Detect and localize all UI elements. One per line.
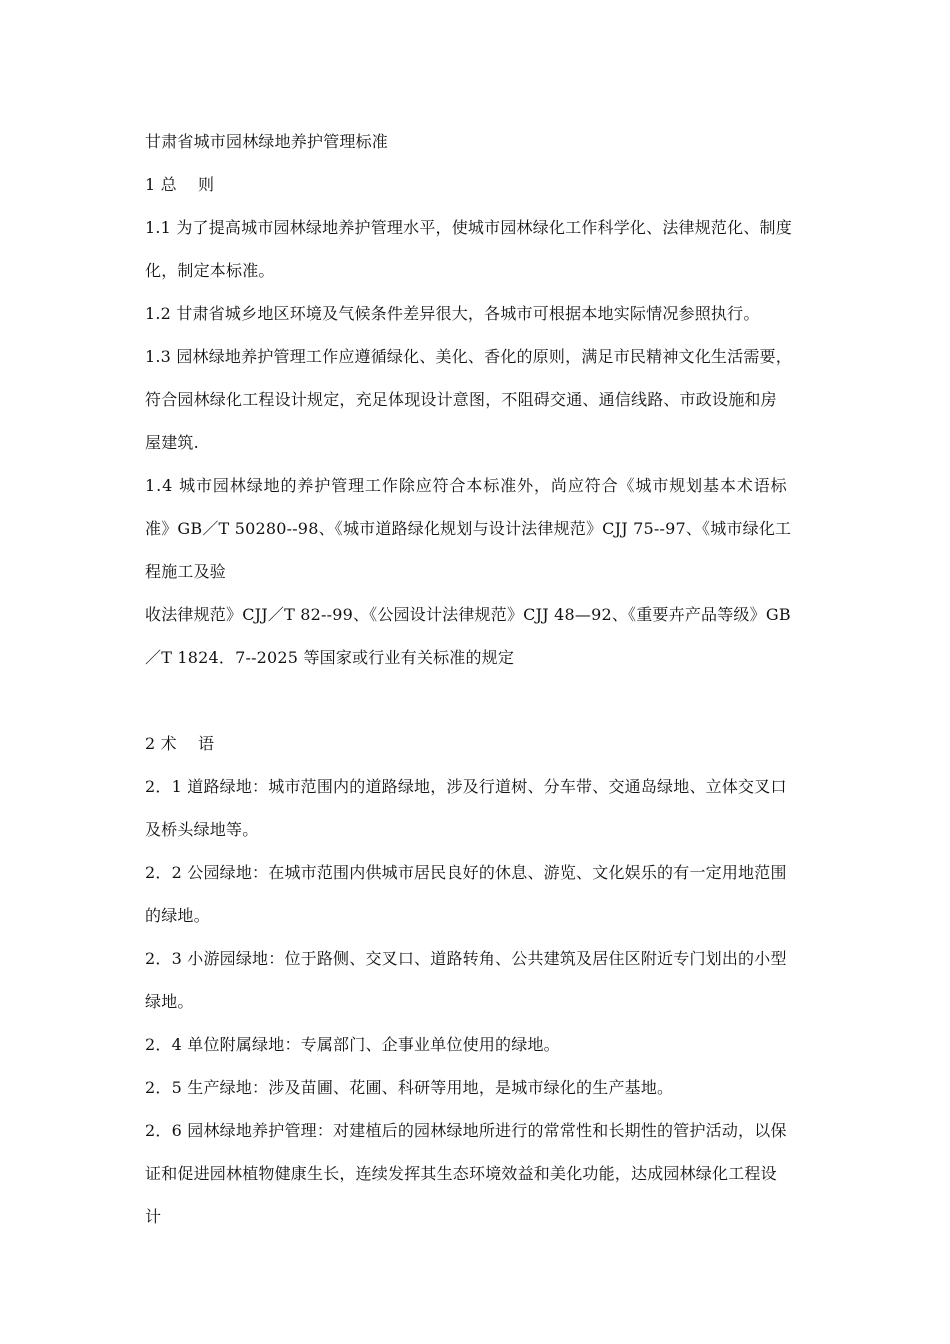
section-spacer bbox=[145, 679, 810, 722]
paragraph-line: ／T 1824．7--2025 等国家或行业有关标准的规定 bbox=[145, 648, 515, 667]
paragraph-line: 2．1 道路绿地：城市范围内的道路绿地，涉及行道树、分车带、交通岛绿地、立体交叉口 bbox=[145, 777, 787, 796]
paragraph-line: 化，制定本标准。 bbox=[145, 261, 275, 280]
paragraph-line: 收法律规范》CJJ／T 82--99、《公园设计法律规范》CJJ 48—92、《重要卉产品等级》GB bbox=[145, 605, 791, 624]
document-body bbox=[145, 120, 810, 1238]
paragraph-line: 程施工及验 bbox=[145, 562, 227, 581]
paragraph-line: 计 bbox=[145, 1207, 162, 1226]
paragraph-line: 2．3 小游园绿地：位于路侧、交叉口、道路转角、公共建筑及居住区附近专门划出的小型 bbox=[145, 949, 787, 968]
paragraph-line: 准》GB／T 50280--98、《城市道路绿化规划与设计法律规范》CJJ 75--97、《城市绿化工 bbox=[145, 519, 792, 538]
section-1-heading: 1 总 则 bbox=[145, 175, 215, 194]
paragraph-line: 2．5 生产绿地：涉及苗圃、花圃、科研等用地，是城市绿化的生产基地。 bbox=[145, 1078, 674, 1097]
paragraph-line: 证和促进园林植物健康生长，连续发挥其生态环境效益和美化功能，达成园林绿化工程设 bbox=[145, 1164, 777, 1183]
paragraph-line: 符合园林绿化工程设计规定，充足体现设计意图，不阻碍交通、通信线路、市政设施和房 bbox=[145, 390, 777, 409]
paragraph-line: 1.4 城市园林绿地的养护管理工作除应符合本标准外，尚应符合《城市规划基本术语标 bbox=[145, 476, 788, 495]
paragraph-line: 屋建筑. bbox=[145, 433, 199, 452]
paragraph-line: 绿地。 bbox=[145, 992, 194, 1011]
document-title: 甘肃省城市园林绿地养护管理标准 bbox=[145, 132, 389, 151]
paragraph-line: 1.1 为了提高城市园林绿地养护管理水平，使城市园林绿化工作科学化、法律规范化、制度 bbox=[145, 218, 792, 237]
paragraph-line: 1.2 甘肃省城乡地区环境及气候条件差异很大，各城市可根据本地实际情况参照执行。 bbox=[145, 304, 760, 323]
paragraph-line: 2．6 园林绿地养护管理：对建植后的园林绿地所进行的常常性和长期性的管护活动，以保 bbox=[145, 1121, 787, 1140]
paragraph-line: 2．4 单位附属绿地：专属部门、企事业单位使用的绿地。 bbox=[145, 1035, 560, 1054]
section-2-heading: 2 术 语 bbox=[145, 734, 215, 753]
paragraph-line: 1.3 园林绿地养护管理工作应遵循绿化、美化、香化的原则，满足市民精神文化生活需要， bbox=[145, 347, 792, 366]
paragraph-line: 2．2 公园绿地：在城市范围内供城市居民良好的休息、游览、文化娱乐的有一定用地范围 bbox=[145, 863, 787, 882]
paragraph-line: 及桥头绿地等。 bbox=[145, 820, 259, 839]
paragraph-line: 的绿地。 bbox=[145, 906, 210, 925]
